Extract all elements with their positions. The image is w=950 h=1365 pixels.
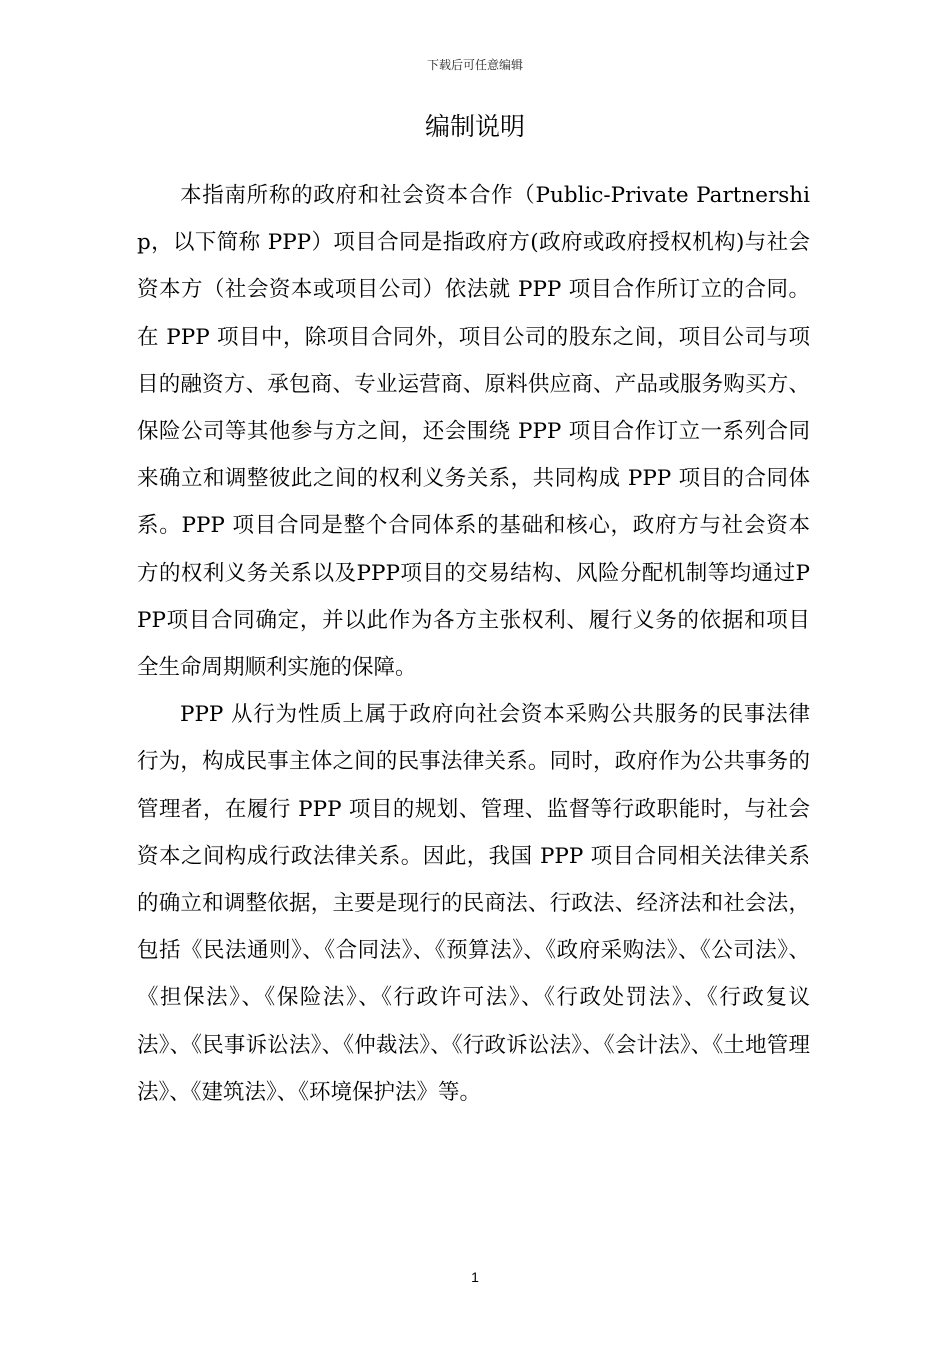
paragraph: 本指南所称的政府和社会资本合作（Public-Private Partnership，以下简称 PPP）项目合同是指政府方(政府或政府授权机构)与社会资本方（社会资本或项目公司）依法就 PPP 项目合作所订立的合同。在 PPP 项目中，除项目合同外，项目公司的股东之间，项目公司与项目的融资方、承包商、专业运营商、原料供应商、产品或服务购买方、保险公司等其他参与方之间，还会围绕 PPP 项目合作订立一系列合同来确立和调整彼此之间的权利义务关系，共同构成 PPP 项目的合同体系。PPP 项目合同是整个合同体系的基础和核心，政府方与社会资本方的权利义务关系以及PPP项目的交易结构、风险分配机制等均通过PPP项目合同确定，并以此作为各方主张权利、履行义务的依据和项目全生命周期顺利实施的保障。 <box>137 183 810 681</box>
document-title: 编制说明 <box>424 112 525 141</box>
document-body <box>137 172 810 1116</box>
page-number: 1 <box>471 1269 479 1285</box>
paragraph: PPP 从行为性质上属于政府向社会资本采购公共服务的民事法律行为，构成民事主体之间的民事法律关系。同时，政府作为公共事务的管理者，在履行 PPP 项目的规划、管理、监督等行政职能时，与社会资本之间构成行政法律关系。因此，我国 PPP 项目合同相关法律关系的确立和调整依据，主要是现行的民商法、行政法、经济法和社会法，包括《民法通则》、《合同法》、《预算法》、《政府采购法》、《公司法》、《担保法》、《保险法》、《行政许可法》、《行政处罚法》、《行政复议法》、《民事诉讼法》、《仲裁法》、《行政诉讼法》、《会计法》、《土地管理法》、《建筑法》、《环境保护法》等。 <box>137 702 810 1105</box>
page-header: 下载后可任意编辑 <box>426 58 523 72</box>
